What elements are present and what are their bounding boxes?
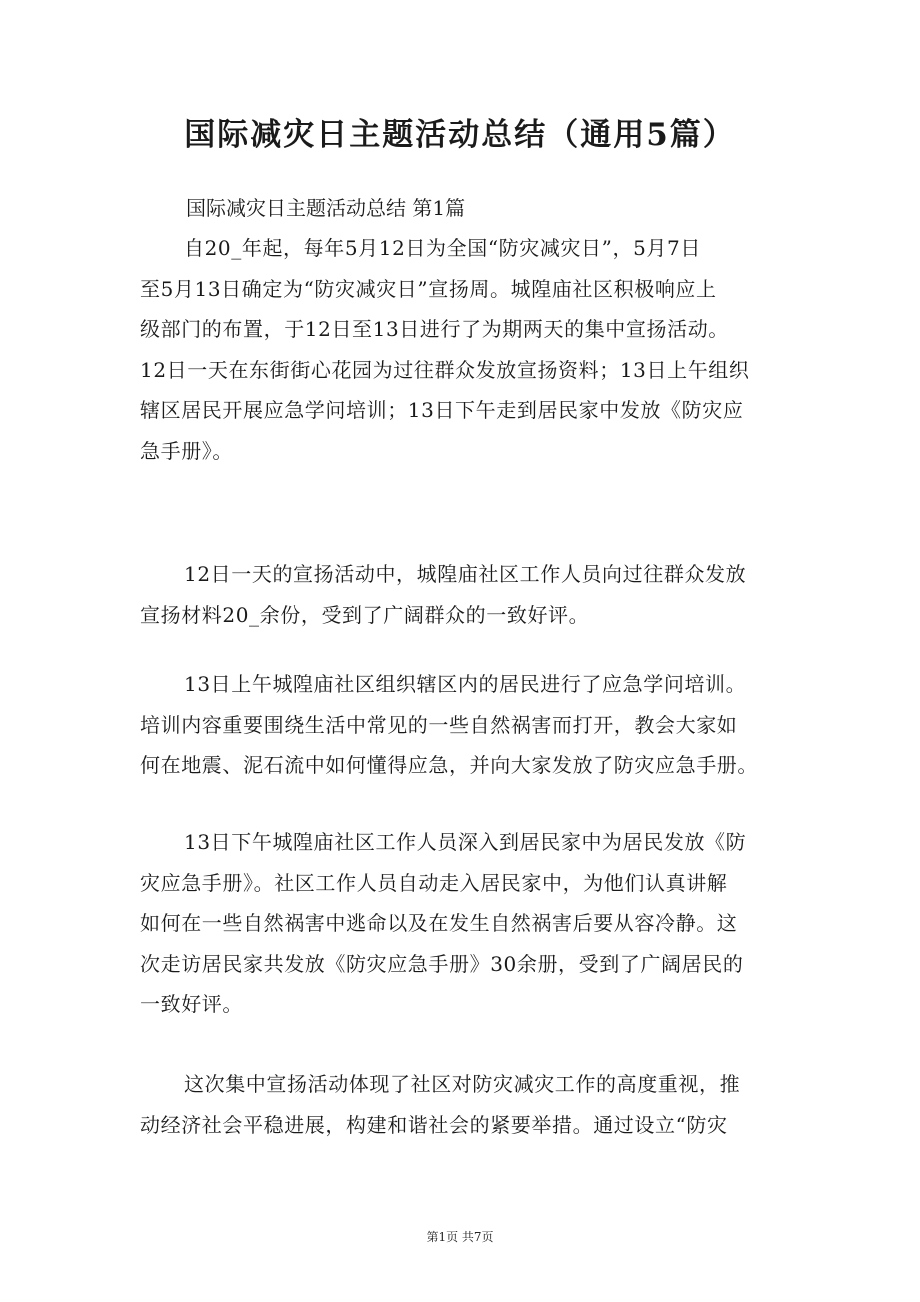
paragraph-line: 宣扬材料20_余份，受到了广阔群众的一致好评。 xyxy=(140,602,590,627)
paragraph-5 xyxy=(140,1064,740,1145)
paragraph-3 xyxy=(140,664,758,786)
paragraph-line: 何在地震、泥石流中如何懂得应急，并向大家发放了防灾应急手册。 xyxy=(140,753,758,778)
paragraph-line: 至5月13日确定为“防灾减灾日”宣扬周。城隍庙社区积极响应上 xyxy=(140,276,717,301)
paragraph-1 xyxy=(140,228,750,472)
paragraph-line: 自20_年起，每年5月12日为全国“防灾减灾日”，5月7日 xyxy=(184,236,701,260)
paragraph-line: 培训内容重要围绕生活中常见的一些自然祸害而打开，教会大家如 xyxy=(140,712,738,737)
section-heading: 国际减灾日主题活动总结 第1篇 xyxy=(186,196,466,220)
page-number-footer: 第1页 共7页 xyxy=(426,1230,494,1244)
paragraph-line: 动经济社会平稳进展，构建和谐社会的紧要举措。通过设立“防灾 xyxy=(140,1112,728,1137)
paragraph-line: 级部门的布置，于12日至13日进行了为期两天的集中宣扬活动。 xyxy=(140,317,729,342)
paragraph-line: 辖区居民开展应急学问培训；13日下午走到居民家中发放《防灾应 xyxy=(140,398,744,423)
paragraph-line: 这次集中宣扬活动体现了社区对防灾减灾工作的高度重视，推 xyxy=(184,1072,741,1096)
paragraph-line: 灾应急手册》。社区工作人员自动走入居民家中，为他们认真讲解 xyxy=(140,870,728,895)
paragraph-line: 急手册》。 xyxy=(140,438,233,463)
paragraph-4 xyxy=(140,822,746,1025)
document-title: 国际减灾日主题活动总结（通用5篇） xyxy=(184,117,736,153)
paragraph-line: 12日一天的宣扬活动中，城隍庙社区工作人员向过往群众发放 xyxy=(184,562,747,586)
paragraph-line: 13日下午城隍庙社区工作人员深入到居民家中为居民发放《防 xyxy=(184,830,747,854)
paragraph-line: 如何在一些自然祸害中逃命以及在发生自然祸害后要从容冷静。这 xyxy=(140,911,738,936)
paragraph-line: 一致好评。 xyxy=(140,992,243,1017)
paragraph-line: 13日上午城隍庙社区组织辖区内的居民进行了应急学问培训。 xyxy=(184,672,747,696)
paragraph-line: 次走访居民家共发放《防灾应急手册》30余册，受到了广阔居民的 xyxy=(140,951,744,976)
paragraph-line: 12日一天在东街街心花园为过往群众发放宣扬资料；13日上午组织 xyxy=(140,357,750,382)
paragraph-2 xyxy=(140,554,746,635)
